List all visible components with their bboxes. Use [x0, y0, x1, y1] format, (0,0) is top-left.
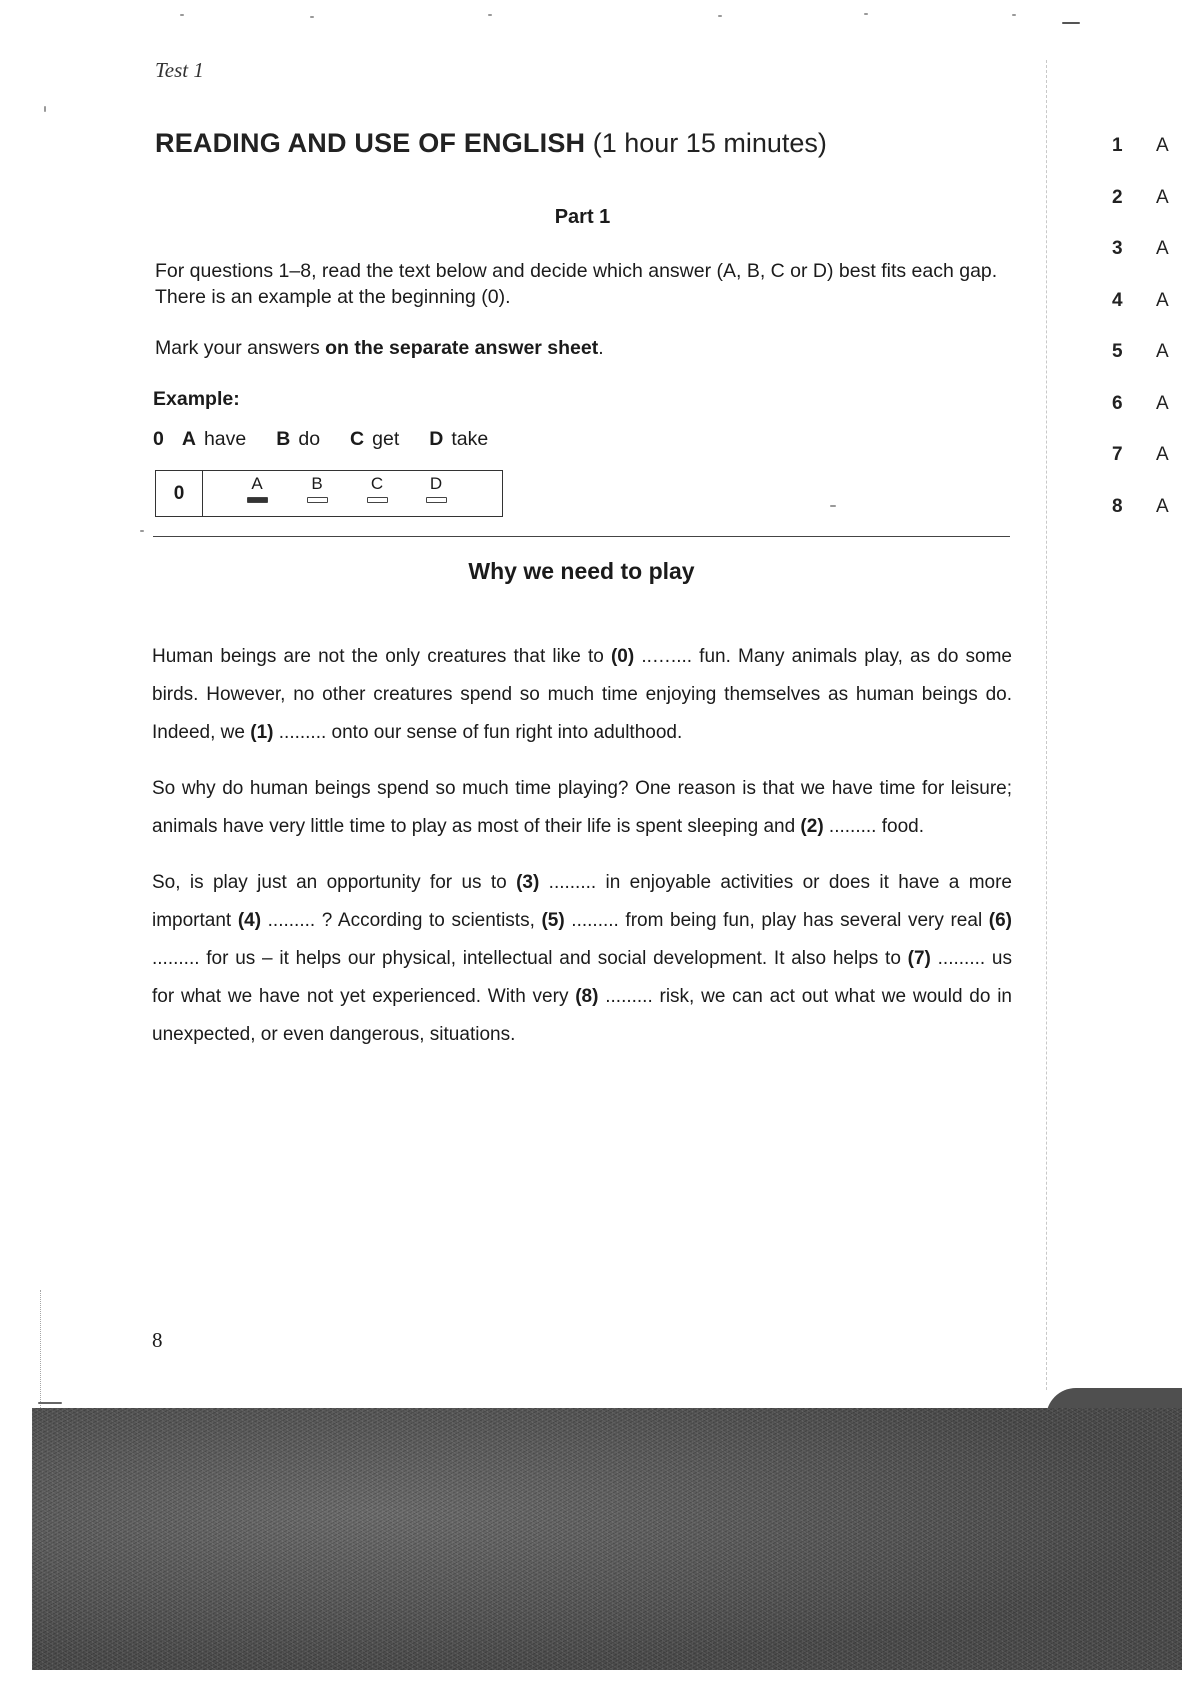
passage-paragraph-2 [152, 770, 1012, 846]
side-row-6 [1112, 393, 1192, 415]
scan-speck [310, 16, 314, 18]
side-letter: A [1156, 444, 1169, 465]
choice-bubble [426, 497, 447, 503]
answer-sheet-instruction [155, 337, 604, 360]
choice-label: A [251, 474, 263, 493]
paper-title [155, 128, 827, 159]
scan-speck [488, 14, 492, 16]
text-run: ......... risk, we can act out what we would do in unexpected, or even dangerous, situations. [152, 986, 1012, 1045]
paper-title-name: READING AND USE OF ENGLISH [155, 128, 586, 158]
example-answer-box [155, 470, 503, 517]
scan-speck [718, 15, 722, 17]
option-word: have [203, 428, 247, 450]
choice-bubble [367, 497, 388, 503]
side-letter: A [1156, 341, 1169, 362]
example-option-d [429, 428, 488, 451]
choice-label: C [370, 474, 384, 493]
example-option-c [350, 428, 399, 451]
side-letter: A [1156, 238, 1169, 259]
text-run: So, is play just an opportunity for us to [152, 872, 517, 893]
side-number: 3 [1112, 238, 1123, 259]
mark-bold: on the separate answer sheet [325, 337, 599, 359]
example-label: Example: [153, 388, 240, 410]
instructions [155, 258, 1015, 310]
passage-paragraph-3 [152, 864, 1012, 1054]
side-letter: A [1156, 393, 1169, 414]
side-letter: A [1156, 496, 1169, 517]
text-run: ......... from being fun, play has several very real [564, 910, 989, 931]
side-number: 6 [1112, 393, 1123, 414]
option-letter: D [429, 428, 444, 450]
side-letter: A [1156, 135, 1169, 156]
part-heading: Part 1 [554, 206, 611, 228]
side-letter: A [1156, 290, 1169, 311]
side-row-3 [1112, 238, 1192, 260]
gap-marker-4: (4) [237, 910, 262, 931]
scan-dark-background [32, 1408, 1182, 1670]
mark-prefix: Mark your answers [155, 337, 326, 359]
side-number: 8 [1112, 496, 1123, 517]
gap-marker-0: (0) [610, 646, 635, 667]
scan-corner-mark [1062, 22, 1080, 24]
side-number: 7 [1112, 444, 1123, 465]
scan-speck [140, 530, 144, 532]
scan-edge-tick [38, 1402, 62, 1404]
paper-title-duration: (1 hour 15 minutes) [592, 128, 827, 158]
passage-paragraph-1 [152, 638, 1012, 752]
example-option-b [276, 428, 320, 451]
instruction-line-2: There is an example at the beginning (0). [155, 286, 511, 308]
option-word: get [372, 428, 400, 450]
text-run: ......... for us – it helps our physical, intellectual and social development. It also helps to [152, 948, 908, 969]
choice-bubble-filled [247, 497, 268, 503]
instruction-line-1: For questions 1–8, read the text below and decide which answer (A, B, C or D) best fits each gap. [155, 260, 998, 282]
page-number: 8 [152, 1328, 163, 1352]
scan-speck [44, 106, 46, 112]
text-run: ......... ? According to scientists, [261, 910, 542, 931]
option-word: take [451, 428, 489, 450]
side-number: 5 [1112, 341, 1123, 362]
choice-bubble [307, 497, 328, 503]
text-run: Human beings are not the only creatures that like to [152, 646, 611, 667]
example-options [153, 428, 518, 451]
answer-choice-b[interactable] [304, 475, 330, 503]
option-letter: A [181, 428, 196, 450]
answer-box-choices [203, 471, 502, 516]
side-row-4 [1112, 290, 1192, 312]
side-row-1 [1112, 135, 1192, 157]
gap-marker-6: (6) [988, 910, 1013, 931]
choice-label: B [311, 474, 323, 493]
side-number: 2 [1112, 187, 1123, 208]
answer-choice-d[interactable] [423, 475, 449, 503]
passage-text [152, 638, 1012, 1072]
page-fold-line [1046, 60, 1048, 1390]
scan-speck [830, 505, 836, 507]
side-letter: A [1156, 187, 1169, 208]
answer-choice-c[interactable] [364, 475, 390, 503]
side-number: 4 [1112, 290, 1123, 311]
side-row-8 [1112, 496, 1192, 518]
option-word: do [298, 428, 321, 450]
passage-title: Why we need to play [468, 558, 695, 584]
scan-edge-mark [40, 1290, 42, 1410]
choice-label: D [429, 474, 443, 493]
gap-marker-5: (5) [541, 910, 565, 931]
text-run: ......... in enjoyable activities or does it have a more important [152, 872, 1012, 931]
gap-marker-7: (7) [907, 948, 931, 969]
option-letter: C [350, 428, 365, 450]
scan-speck [1012, 14, 1016, 16]
text-run: So why do human beings spend so much time playing? One reason is that we have time for leisure; animals have very little time to play as most of their life is spent sleeping and [152, 778, 1012, 837]
gap-marker-2: (2) [800, 816, 824, 837]
section-divider [153, 536, 1010, 537]
side-row-2 [1112, 187, 1192, 209]
side-number: 1 [1112, 135, 1123, 156]
gap-marker-8: (8) [575, 986, 599, 1007]
option-letter: B [276, 428, 291, 450]
answer-box-number: 0 [156, 471, 203, 516]
side-row-5 [1112, 341, 1192, 363]
scan-speck [180, 14, 184, 16]
answer-choice-a[interactable] [244, 475, 270, 503]
running-head: Test 1 [155, 58, 204, 82]
text-run: ......... food. [823, 816, 924, 837]
text-run: ......... onto our sense of fun right into adulthood. [273, 722, 683, 743]
gap-marker-1: (1) [250, 722, 274, 743]
side-row-7 [1112, 444, 1192, 466]
gap-marker-3: (3) [516, 872, 540, 893]
example-option-a [182, 428, 246, 451]
text-run: ......... us for what we have not yet experienced. With very [152, 948, 1012, 1007]
scan-speck [864, 13, 868, 15]
text-run: ..….... fun. Many animals play, as do some birds. However, no other creatures spend so much time enjoying themselves as human beings do. Indeed, we [152, 646, 1012, 743]
example-number: 0 [153, 428, 164, 450]
mark-suffix: . [598, 337, 604, 359]
